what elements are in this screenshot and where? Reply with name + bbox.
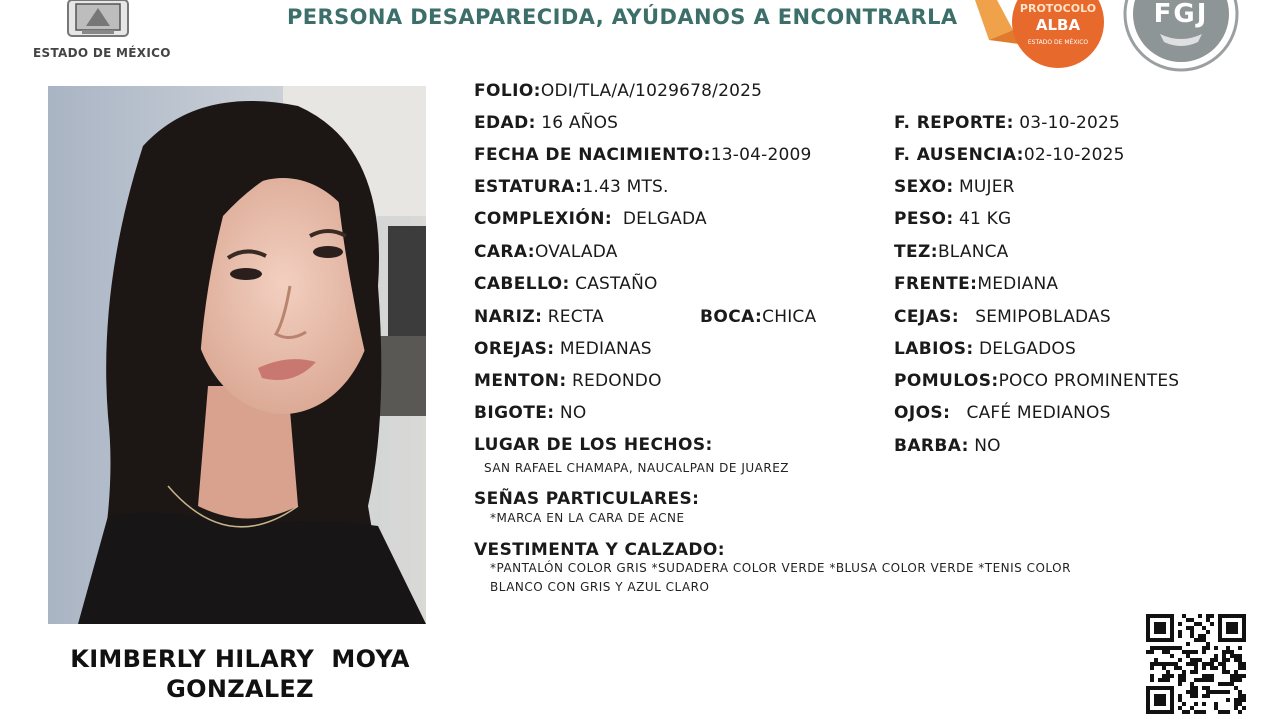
field-bigote	[474, 402, 586, 424]
field-ojos	[894, 402, 1111, 424]
field-pomulos	[894, 370, 1179, 392]
field-menton	[474, 370, 662, 392]
field-frente	[894, 273, 1058, 295]
field-f-reporte-value: 03-10-2025	[1019, 113, 1121, 133]
field-frente-label: FRENTE:	[894, 274, 978, 294]
field-ojos-label: OJOS:	[894, 403, 951, 423]
field-ojos-value: CAFÉ MEDIANOS	[966, 403, 1111, 423]
field-cejas	[894, 306, 1111, 328]
field-cejas-value: SEMIPOBLADAS	[975, 307, 1111, 327]
alba-line1: PROTOCOLO	[1019, 2, 1097, 15]
field-edad-label: EDAD:	[474, 113, 536, 133]
field-fecha-nacimiento	[474, 144, 812, 166]
field-fecha-nacimiento-label: FECHA DE NACIMIENTO:	[474, 145, 711, 165]
field-orejas-value: MEDIANAS	[559, 339, 652, 359]
field-cara-value: OVALADA	[535, 242, 618, 262]
field-sexo	[894, 176, 1015, 198]
field-boca-value: CHICA	[762, 307, 817, 327]
field-complexion-value: DELGADA	[622, 209, 707, 229]
person-name-line1: KIMBERLY HILARY MOYA	[70, 645, 410, 673]
field-pomulos-value: POCO PROMINENTES	[998, 371, 1180, 391]
estado-de-mexico-emblem	[66, 0, 130, 40]
field-peso-label: PESO:	[894, 209, 954, 229]
field-cara-label: CARA:	[474, 242, 535, 262]
field-f-ausencia-label: F. AUSENCIA:	[894, 145, 1024, 165]
person-name-line2: GONZALEZ	[166, 675, 314, 703]
field-cara	[474, 241, 618, 263]
field-estatura-label: ESTATURA:	[474, 177, 583, 197]
field-f-reporte-label: F. REPORTE:	[894, 113, 1014, 133]
field-sexo-value: MUJER	[959, 177, 1015, 197]
field-tez-value: BLANCA	[937, 242, 1009, 262]
senas-particulares-label: SEÑAS PARTICULARES:	[474, 489, 700, 509]
field-f-ausencia	[894, 144, 1125, 166]
lugar-hechos-label: LUGAR DE LOS HECHOS:	[474, 435, 713, 455]
lugar-hechos-value: SAN RAFAEL CHAMAPA, NAUCALPAN DE JUAREZ	[484, 461, 789, 475]
field-nariz	[474, 306, 604, 328]
field-cabello-value: CASTAÑO	[575, 274, 658, 294]
field-complexion	[474, 208, 707, 230]
page-headline: PERSONA DESAPARECIDA, AYÚDANOS A ENCONTRARLA	[287, 5, 958, 29]
field-tez-label: TEZ:	[894, 242, 938, 262]
field-estatura-value: 1.43 MTS.	[582, 177, 669, 197]
field-nariz-label: NARIZ:	[474, 307, 543, 327]
vestimenta-line2: BLANCO CON GRIS Y AZUL CLARO	[490, 580, 710, 594]
estado-de-mexico-label: ESTADO DE MÉXICO	[33, 46, 171, 60]
senas-particulares-value: *MARCA EN LA CARA DE ACNE	[490, 511, 685, 525]
field-cejas-label: CEJAS:	[894, 307, 960, 327]
field-orejas	[474, 338, 652, 360]
field-labios	[894, 338, 1076, 360]
field-barba-label: BARBA:	[894, 436, 969, 456]
field-barba	[894, 435, 1001, 457]
field-menton-label: MENTON:	[474, 371, 567, 391]
field-boca-label: BOCA:	[700, 307, 763, 327]
missing-person-photo	[48, 86, 426, 624]
field-labios-label: LABIOS:	[894, 339, 974, 359]
field-bigote-label: BIGOTE:	[474, 403, 555, 423]
field-complexion-label: COMPLEXIÓN:	[474, 209, 613, 229]
vestimenta-label: VESTIMENTA Y CALZADO:	[474, 540, 725, 560]
field-peso	[894, 208, 1011, 230]
fgj-seal	[1120, 0, 1242, 72]
field-tez	[894, 241, 1009, 263]
field-folio	[474, 80, 762, 102]
field-boca	[700, 306, 816, 328]
field-fecha-nacimiento-value: 13-04-2009	[710, 145, 812, 165]
field-cabello-label: CABELLO:	[474, 274, 570, 294]
field-orejas-label: OREJAS:	[474, 339, 555, 359]
field-peso-value: 41 KG	[958, 209, 1012, 229]
alba-line3: ESTADO DE MÉXICO	[1027, 39, 1089, 46]
field-frente-value: MEDIANA	[977, 274, 1059, 294]
field-f-reporte	[894, 112, 1120, 134]
protocolo-alba-badge	[975, 0, 1115, 68]
person-name	[40, 644, 440, 704]
field-edad	[474, 112, 618, 134]
vestimenta-line1: *PANTALÓN COLOR GRIS *SUDADERA COLOR VERDE *BLUSA COLOR VERDE *TENIS COLOR	[490, 561, 1071, 575]
field-estatura	[474, 176, 669, 198]
field-labios-value: DELGADOS	[978, 339, 1076, 359]
fgj-seal-text: FGJ	[1153, 0, 1209, 29]
field-folio-label: FOLIO:	[474, 81, 541, 101]
field-edad-value: 16 AÑOS	[541, 113, 619, 133]
field-bigote-value: NO	[559, 403, 587, 423]
field-barba-value: NO	[974, 436, 1001, 456]
field-menton-value: REDONDO	[572, 371, 662, 391]
field-nariz-value: RECTA	[547, 307, 604, 327]
field-sexo-label: SEXO:	[894, 177, 954, 197]
qr-code[interactable]	[1146, 614, 1246, 714]
field-cabello	[474, 273, 658, 295]
field-folio-value: ODI/TLA/A/1029678/2025	[540, 81, 763, 101]
field-pomulos-label: POMULOS:	[894, 371, 999, 391]
alba-line2: ALBA	[1035, 16, 1081, 34]
field-f-ausencia-value: 02-10-2025	[1023, 145, 1125, 165]
